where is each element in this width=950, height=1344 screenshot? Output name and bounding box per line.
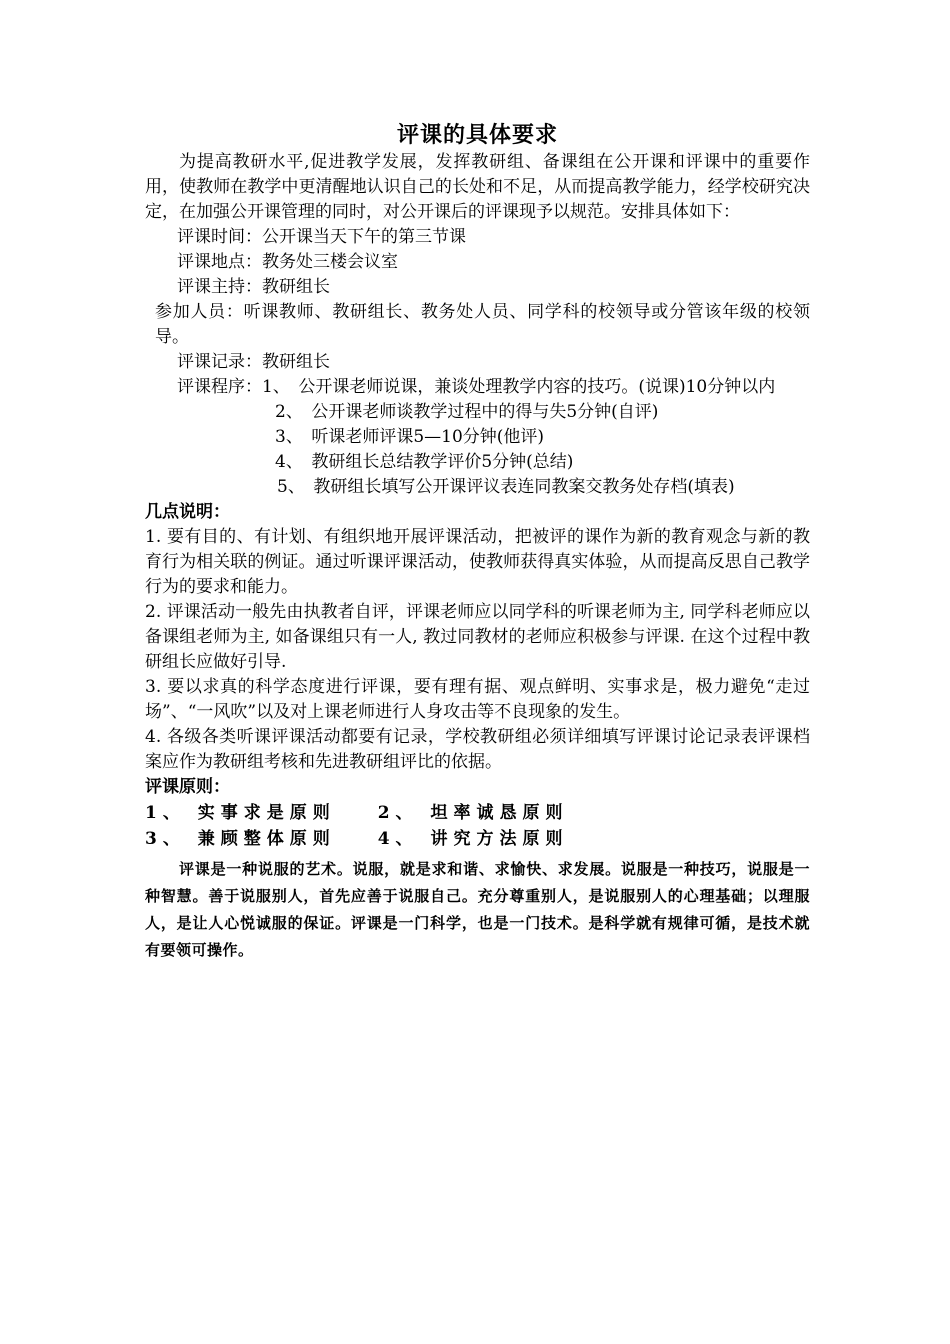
principle-text: 坦率诚恳原则 <box>430 803 569 823</box>
principles-row <box>145 826 810 852</box>
procedure-step: 5、 教研组长填写公开课评议表连同教案交教务处存档(填表) <box>277 477 735 497</box>
item-procedure: 评课程序：1、 公开课老师说课，兼谈处理教学内容的技巧。(说课)10分钟以内 <box>177 377 776 397</box>
principle-number: 2、 <box>377 803 419 823</box>
procedure-step: 2、 公开课老师谈教学过程中的得与失5分钟(自评) <box>275 402 659 422</box>
procedure-step: 3、 听课老师评课5—10分钟(他评) <box>275 427 545 447</box>
principle-text: 实事求是原则 <box>197 803 336 823</box>
procedure-step: 4、 教研组长总结教学评价5分钟(总结) <box>275 452 574 472</box>
item-time: 评课时间：公开课当天下午的第三节课 <box>177 227 466 247</box>
principle-text: 讲究方法原则 <box>430 829 569 849</box>
item-record: 评课记录：教研组长 <box>177 352 330 372</box>
principle-number: 1、 <box>145 803 186 823</box>
intro-paragraph: 为提高教研水平,促进教学发展，发挥教研组、备课组在公开课和评课中的重要作用，使教师在教学中更清醒地认识自己的长处和不足，从而提高教学能力，经学校研究决定，在加强公开课管理的同时，对公开课后的评课现予以规范。安排具体如下： <box>145 152 810 222</box>
principles-heading: 评课原则： <box>145 777 230 797</box>
note-item: 4. 各级各类听课评课活动都要有记录，学校教研组必须详细填写评课讨论记录表评课档案应作为教研组考核和先进教研组评比的依据。 <box>145 727 810 772</box>
document-page <box>145 120 810 964</box>
item-host: 评课主持：教研组长 <box>177 277 330 297</box>
item-participants: 参加人员：听课教师、教研组长、教务处人员、同学科的校领导或分管该年级的校领导。 <box>155 302 810 347</box>
note-item: 1. 要有目的、有计划、有组织地开展评课活动，把被评的课作为新的教育观念与新的教育行为相关联的例证。通过听课评课活动，使教师获得真实体验，从而提高反思自己教学行为的要求和能力。 <box>145 527 810 597</box>
notes-heading: 几点说明： <box>145 502 230 522</box>
note-item: 2. 评课活动一般先由执教者自评，评课老师应以同学科的听课老师为主, 同学科老师应以备课组老师为主, 如备课组只有一人, 教过同教材的老师应积极参与评课. 在这个过程中教研组长应做好引导. <box>145 602 810 672</box>
closing-paragraph: 评课是一种说服的艺术。说服，就是求和谐、求愉快、求发展。说服是一种技巧，说服是一种智慧。善于说服别人，首先应善于说服自己。充分尊重别人，是说服别人的心理基础；以理服人，是让人心悦诚服的保证。评课是一门科学，也是一门技术。是科学就有规律可循，是技术就有要领可操作。 <box>145 860 810 959</box>
note-item: 3. 要以求真的科学态度进行评课，要有理有据、观点鲜明、实事求是，极力避免“走过场”、“一风吹”以及对上课老师进行人身攻击等不良现象的发生。 <box>145 677 810 722</box>
principle-number: 3、 <box>145 829 186 849</box>
principle-text: 兼顾整体原则 <box>197 829 336 849</box>
principles-row <box>145 800 810 826</box>
item-place: 评课地点：教务处三楼会议室 <box>177 252 398 272</box>
document-title: 评课的具体要求 <box>396 122 558 148</box>
principle-number: 4、 <box>377 829 419 849</box>
